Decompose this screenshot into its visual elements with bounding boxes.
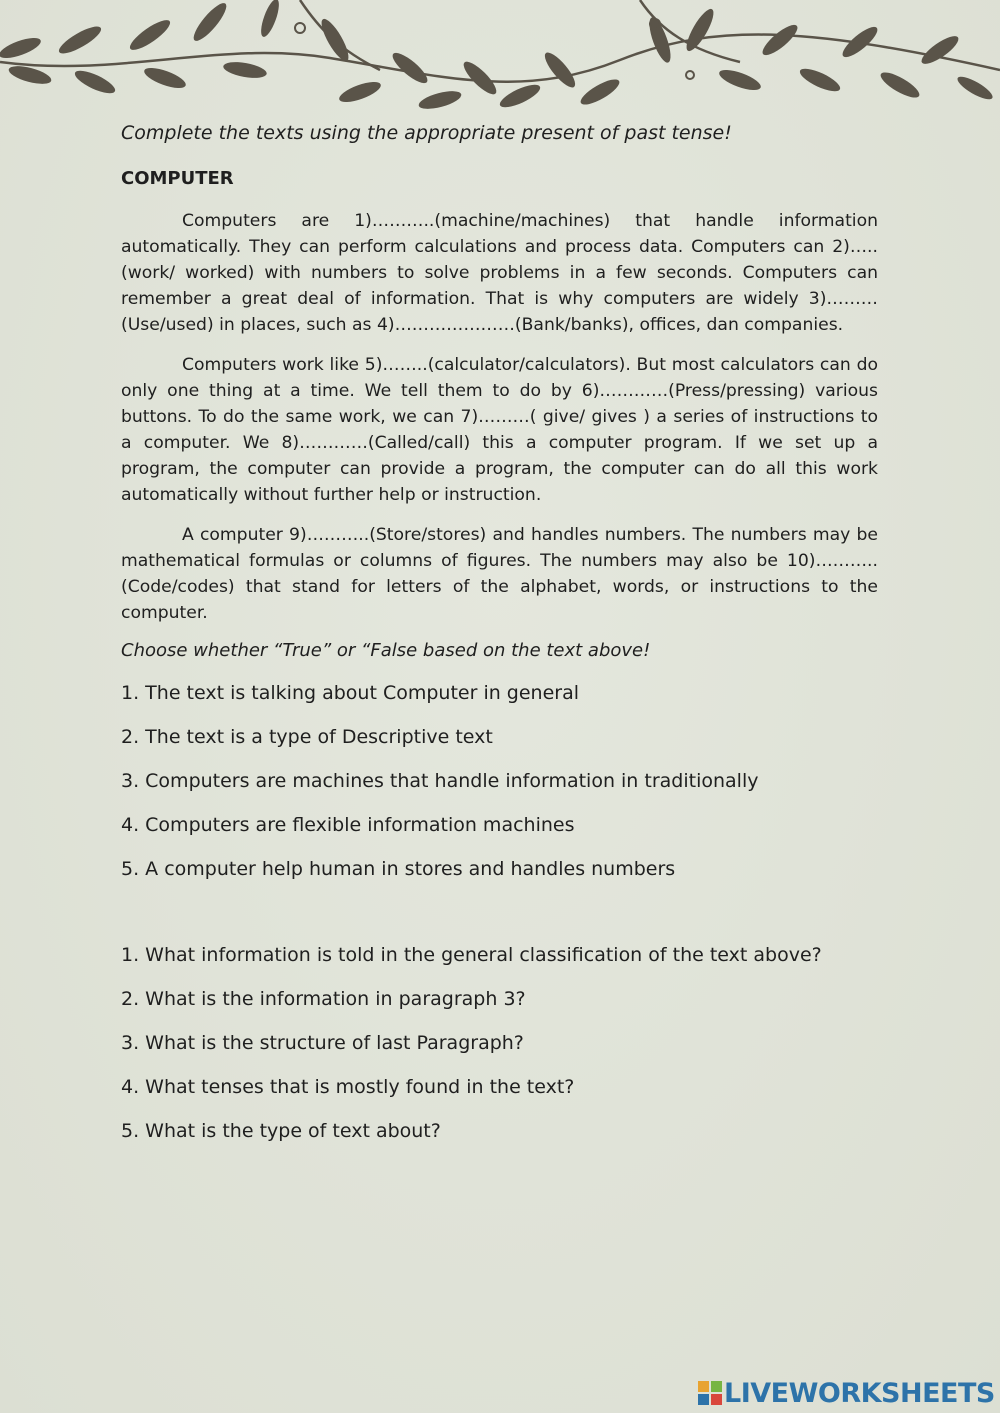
liveworksheets-logo-icon: [698, 1381, 722, 1405]
paragraph-3: A computer 9)………..(Store/stores) and handles numbers. The numbers may be mathematical formulas or columns of figures. The numbers may also be 10)………..(Code/codes) that stand for letters of the alphabet, words, or instructions to the computer.: [121, 525, 878, 623]
question-item: 2. What is the information in paragraph 3?: [121, 988, 526, 1010]
question-item: 5. What is the type of text about?: [121, 1120, 441, 1142]
liveworksheets-brand: [698, 1376, 995, 1410]
true-false-list: [121, 680, 758, 900]
text-heading: COMPUTER: [121, 168, 234, 189]
true-false-item: 4. Computers are flexible information machines: [121, 814, 575, 836]
true-false-item: 2. The text is a type of Descriptive text: [121, 726, 493, 748]
question-item: 1. What information is told in the general classification of the text above?: [121, 944, 822, 966]
true-false-item: 5. A computer help human in stores and handles numbers: [121, 858, 676, 880]
paragraph-2: Computers work like 5)……..(calculator/calculators). But most calculators can do only one thing at a time. We tell them to do by 6)…………(Press/pressing) various buttons. To do the same work, we can 7)………( give/ gives ) a series of instructions to a computer. We 8)…………(Called/call) this a computer program. If we set up a program, the computer can provide a program, the computer can do all this work automatically without further help or instruction.: [121, 355, 878, 505]
vine-decoration-icon: [0, 0, 1000, 118]
paragraph-1: Computers are 1)………..(machine/machines) that handle information automatically. They can perform calculations and process data. Computers can 2)….. (work/ worked) with numbers to solve problems in a few seconds. Computers can remember a great deal of information. That is why computers are widely 3)………(Use/used) in places, such as 4)…………………(Bank/banks), offices, dan companies.: [121, 211, 878, 335]
exercise-instruction: Complete the texts using the appropriate present of past tense!: [121, 122, 732, 144]
true-false-instruction: Choose whether “True” or “False based on the text above!: [121, 640, 651, 661]
true-false-item: 3. Computers are machines that handle information in traditionally: [121, 770, 759, 792]
question-item: 4. What tenses that is mostly found in the text?: [121, 1076, 575, 1098]
question-list: [121, 942, 822, 1162]
question-item: 3. What is the structure of last Paragraph?: [121, 1032, 524, 1054]
true-false-item: 1. The text is talking about Computer in general: [121, 682, 580, 704]
brand-name: LIVEWORKSHEETS: [724, 1377, 995, 1409]
